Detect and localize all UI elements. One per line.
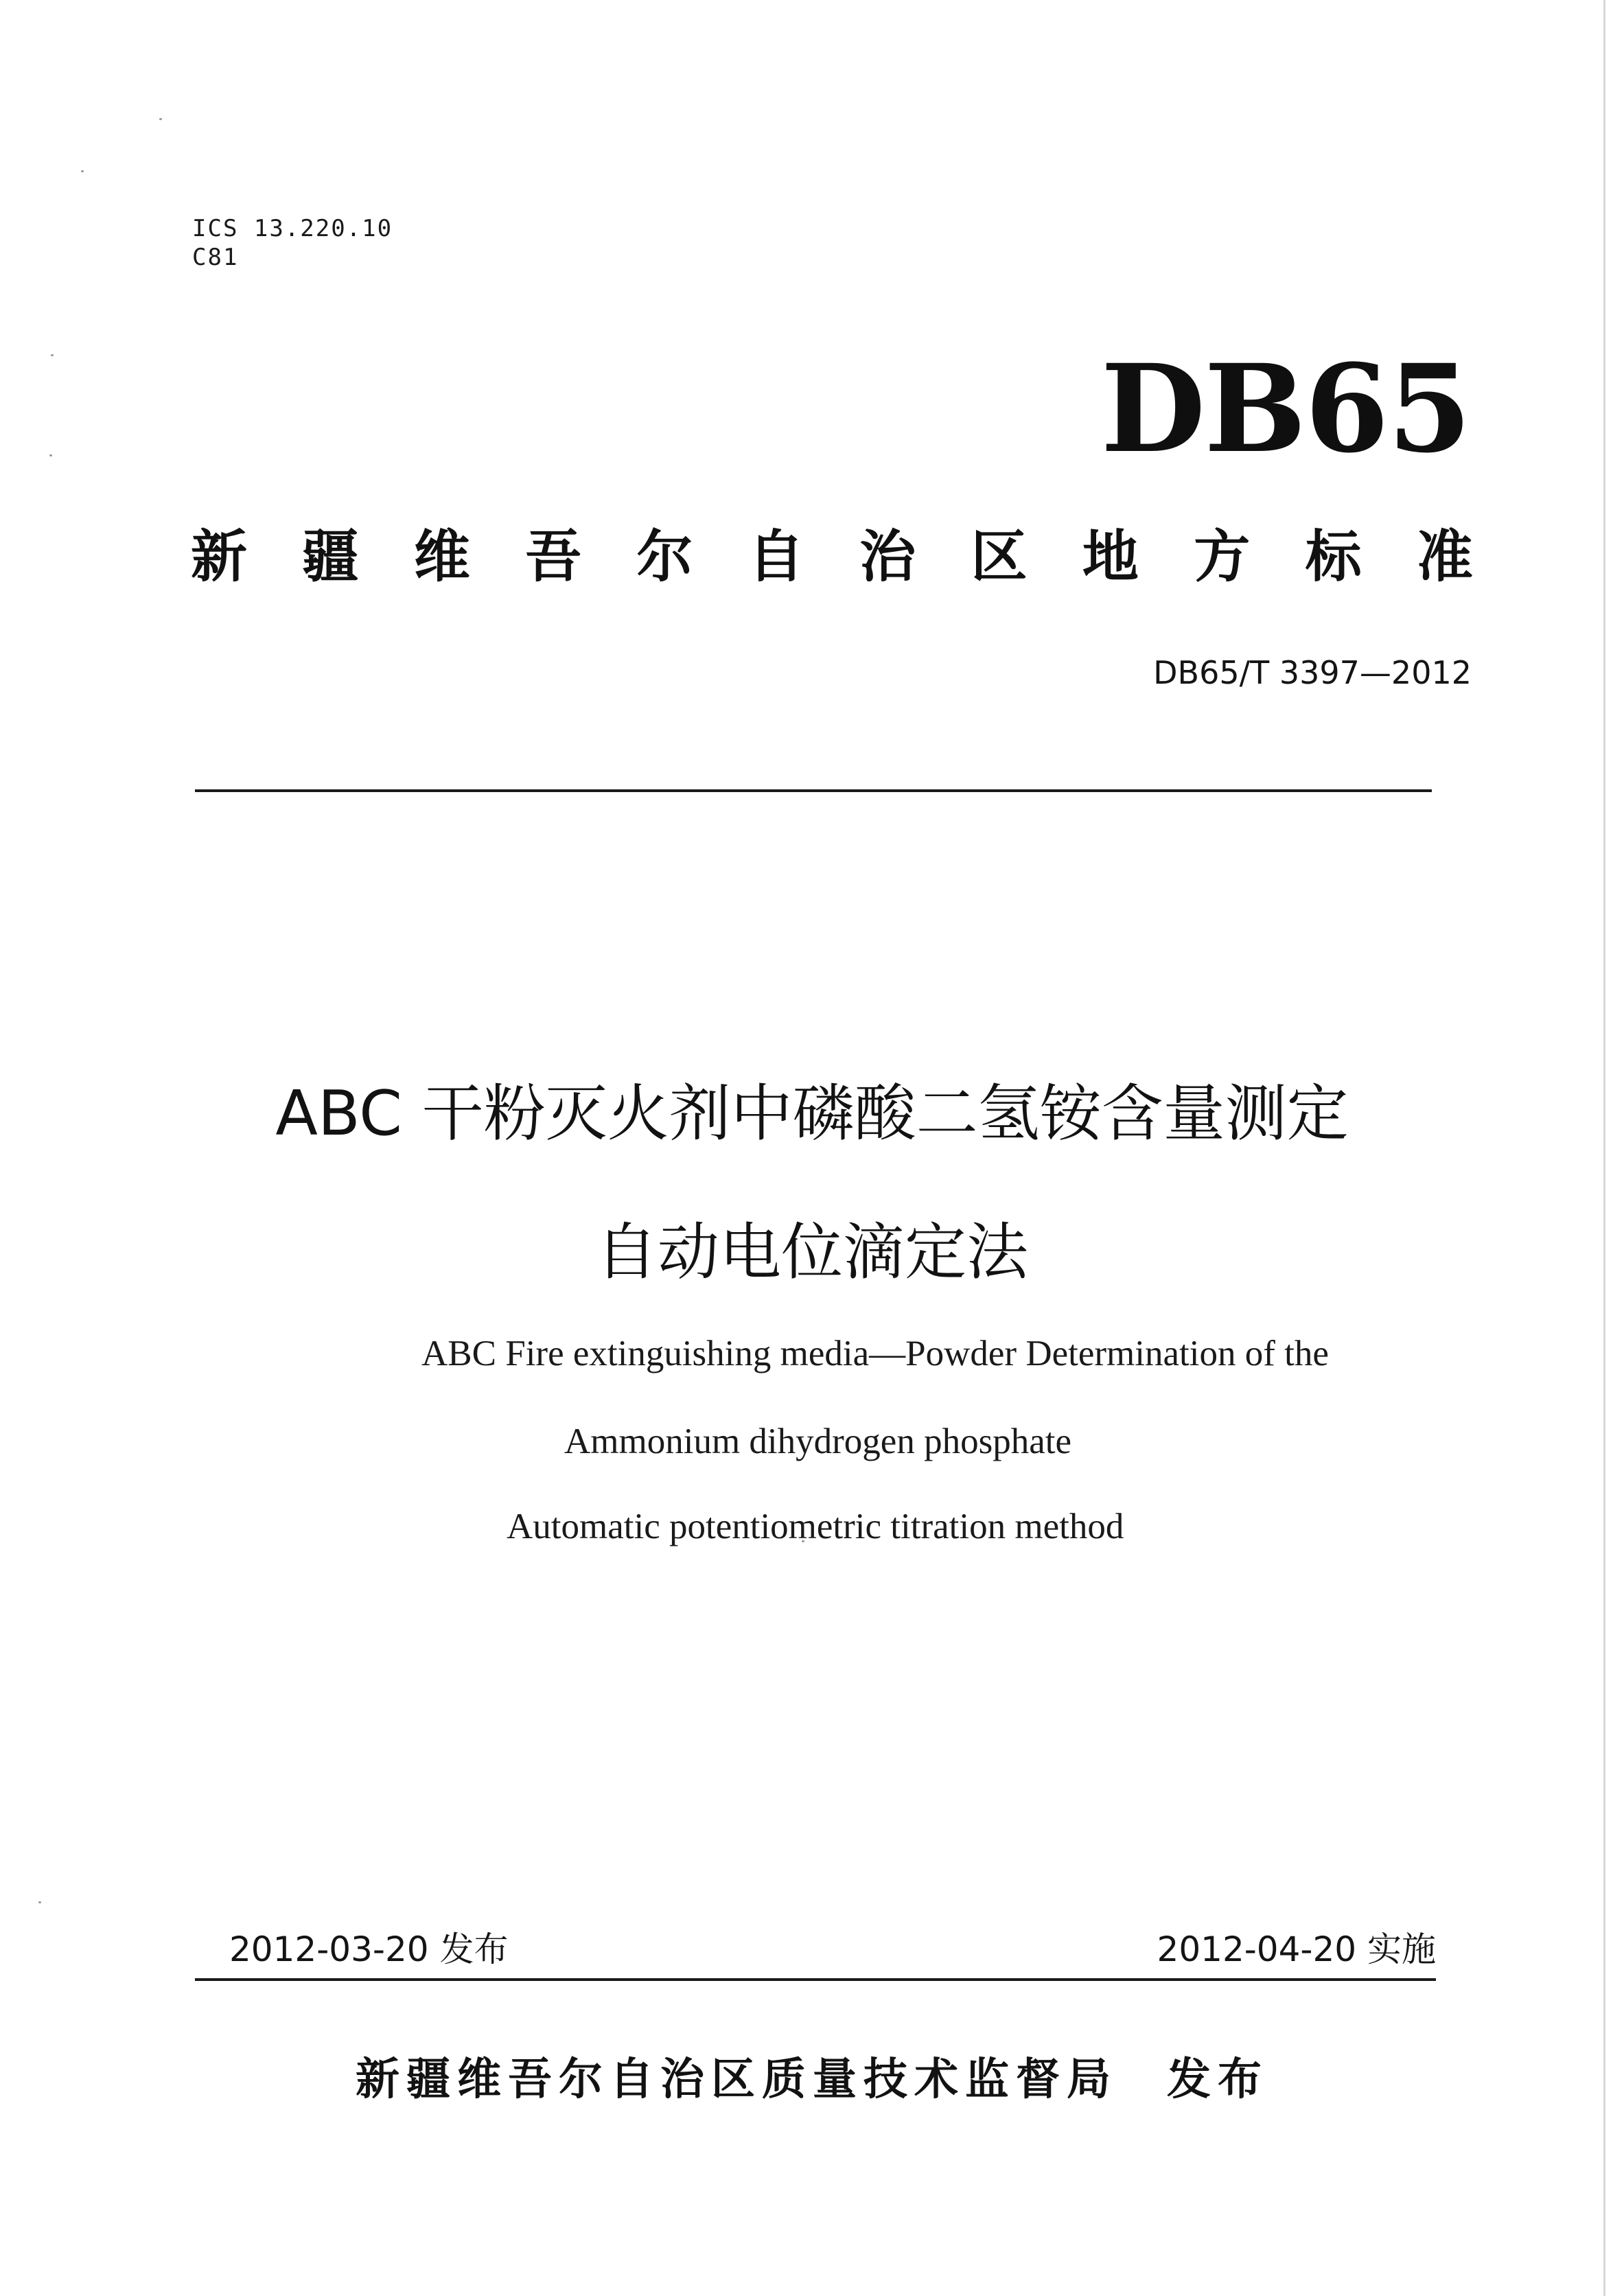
standard-title-char: 治 <box>859 524 916 590</box>
scan-speck <box>159 118 162 120</box>
standard-title-char: 标 <box>1305 524 1362 590</box>
document-title-en-line-1: ABC Fire extinguishing media—Powder Determination of the <box>421 1334 1329 1373</box>
scan-speck <box>51 354 54 356</box>
publish-word: 发布 <box>1167 2054 1268 2105</box>
scan-speck <box>49 454 52 456</box>
standard-title-char: 尔 <box>636 524 693 590</box>
standard-logo-code: DB65 <box>1100 338 1470 480</box>
standard-title-char: 自 <box>747 524 804 590</box>
scan-speck <box>38 1901 41 1903</box>
standard-title-char: 区 <box>971 524 1028 590</box>
header-divider <box>195 789 1432 792</box>
document-title-en-line-2: Ammonium dihydrogen phosphate <box>564 1422 1071 1461</box>
issue-date: 2012-03-20 发布 <box>229 1929 509 1969</box>
publisher-name: 新疆维吾尔自治区质量技术监督局 <box>356 2054 1117 2105</box>
standard-title-char: 地 <box>1082 524 1139 590</box>
scan-speck <box>81 170 84 172</box>
ics-code: ICS 13.220.10 <box>192 215 393 242</box>
standard-title-char: 方 <box>1194 524 1251 590</box>
document-title-en-line-3: Automatic potentiometric titration method <box>507 1507 1124 1546</box>
date-row <box>195 1929 1436 1977</box>
standard-category-title <box>191 523 1473 592</box>
footer-divider <box>195 1978 1436 1981</box>
document-title-cn-line-1: ABC 干粉灭火剂中磷酸二氢铵含量测定 <box>275 1078 1349 1150</box>
implementation-date: 2012-04-20 实施 <box>1157 1929 1436 1969</box>
publisher-line <box>356 2052 1268 2107</box>
standard-title-char: 疆 <box>302 524 359 590</box>
standard-number: DB65/T 3397—2012 <box>1153 654 1472 691</box>
standard-title-char: 准 <box>1416 524 1473 590</box>
standard-title-char: 吾 <box>525 524 582 590</box>
standard-title-char: 维 <box>413 524 470 590</box>
standard-title-char: 新 <box>191 524 248 590</box>
document-title-cn-line-2: 自动电位滴定法 <box>596 1216 1028 1288</box>
ccs-code: C81 <box>192 244 239 271</box>
classification-codes <box>192 214 393 272</box>
